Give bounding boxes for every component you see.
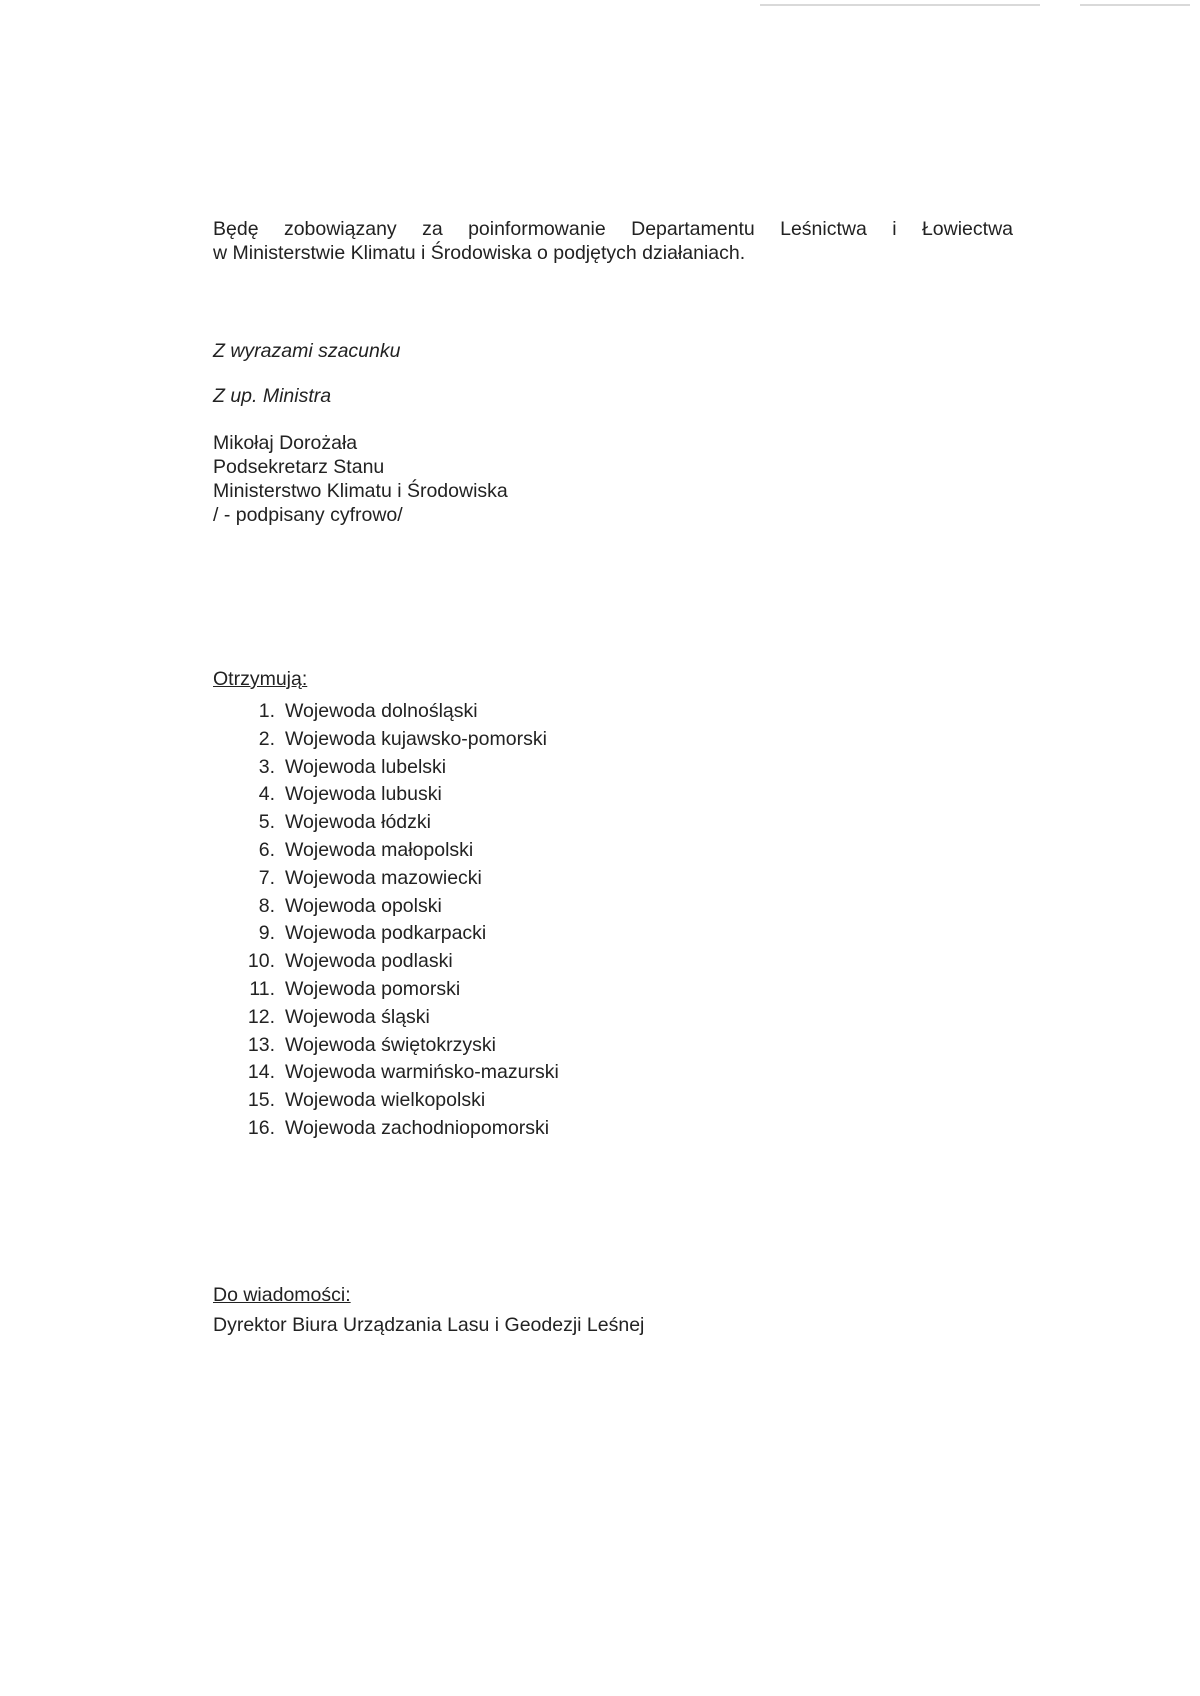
list-item (240, 893, 559, 921)
recipients-heading: Otrzymują: (213, 668, 308, 690)
list-item-number: 14. (247, 1061, 275, 1084)
list-item (240, 1087, 559, 1115)
list-item-text: Wojewoda pomorski (285, 977, 461, 1000)
list-item-number: 11. (249, 977, 275, 1000)
body-paragraph-line-2: w Ministerstwie Klimatu i Środowiska o podjętych działaniach. (213, 242, 746, 264)
list-item-text: Wojewoda świętokrzyski (285, 1033, 496, 1056)
scan-artifact-line (1080, 4, 1190, 6)
list-item (240, 781, 559, 809)
for-information-heading: Do wiadomości: (213, 1284, 351, 1306)
signer-ministry: Ministerstwo Klimatu i Środowiska (213, 480, 508, 502)
list-item-number: 10. (247, 950, 275, 973)
list-item-text: Wojewoda kujawsko-pomorski (285, 727, 547, 750)
list-item (240, 920, 559, 948)
list-item-text: Wojewoda podlaski (285, 950, 453, 973)
list-item (240, 809, 559, 837)
signer-name: Mikołaj Dorożała (213, 432, 358, 454)
list-item-text: Wojewoda mazowiecki (285, 866, 482, 889)
list-item-number: 1. (258, 700, 275, 722)
list-item-text: Wojewoda opolski (285, 894, 442, 917)
list-item-number: 4. (258, 783, 275, 806)
list-item (240, 976, 559, 1004)
list-item (240, 1032, 559, 1060)
list-item (240, 948, 559, 976)
list-item (240, 1059, 559, 1087)
list-item-number: 9. (258, 922, 275, 945)
list-item-number: 8. (258, 894, 275, 917)
list-item (240, 754, 559, 782)
list-item-text: Wojewoda warmińsko-mazurski (285, 1061, 559, 1084)
for-information-item: Dyrektor Biura Urządzania Lasu i Geodezji Leśnej (213, 1314, 645, 1336)
list-item-text: Wojewoda podkarpacki (285, 922, 487, 945)
signer-title: Podsekretarz Stanu (213, 456, 385, 478)
list-item-text: Wojewoda łódzki (285, 811, 431, 834)
closing-salutation: Z wyrazami szacunku (213, 340, 401, 362)
scan-artifact-line (760, 4, 1040, 6)
list-item (240, 1004, 559, 1032)
list-item-number: 6. (258, 838, 275, 861)
list-item-text: Wojewoda śląski (285, 1005, 430, 1028)
list-item-number: 12. (247, 1005, 275, 1028)
list-item-number: 15. (247, 1089, 275, 1112)
signer-block (213, 431, 508, 527)
list-item (240, 837, 559, 865)
list-item-number: 5. (258, 811, 275, 834)
list-item (240, 698, 559, 726)
body-paragraph-line-1: Będę zobowiązany za poinformowanie Departamentu Leśnictwa i Łowiectwa (213, 218, 1013, 240)
list-item-text: Wojewoda wielkopolski (285, 1089, 486, 1112)
list-item-text: Wojewoda dolnośląski (285, 700, 478, 722)
list-item-number: 13. (247, 1033, 275, 1056)
list-item-number: 16. (247, 1116, 275, 1139)
signature-note: / - podpisany cyfrowo/ (213, 504, 403, 526)
list-item (240, 1115, 559, 1143)
list-item-text: Wojewoda lubuski (285, 783, 442, 806)
list-item-number: 3. (258, 755, 275, 778)
body-paragraph (213, 217, 1013, 265)
list-item-number: 2. (258, 727, 275, 750)
list-item-text: Wojewoda zachodniopomorski (285, 1116, 550, 1139)
list-item-text: Wojewoda małopolski (285, 838, 474, 861)
list-item (240, 726, 559, 754)
list-item-text: Wojewoda lubelski (285, 755, 447, 778)
authorization-line: Z up. Ministra (213, 385, 332, 407)
list-item (240, 865, 559, 893)
recipients-list (240, 698, 559, 1143)
list-item-number: 7. (258, 866, 275, 889)
